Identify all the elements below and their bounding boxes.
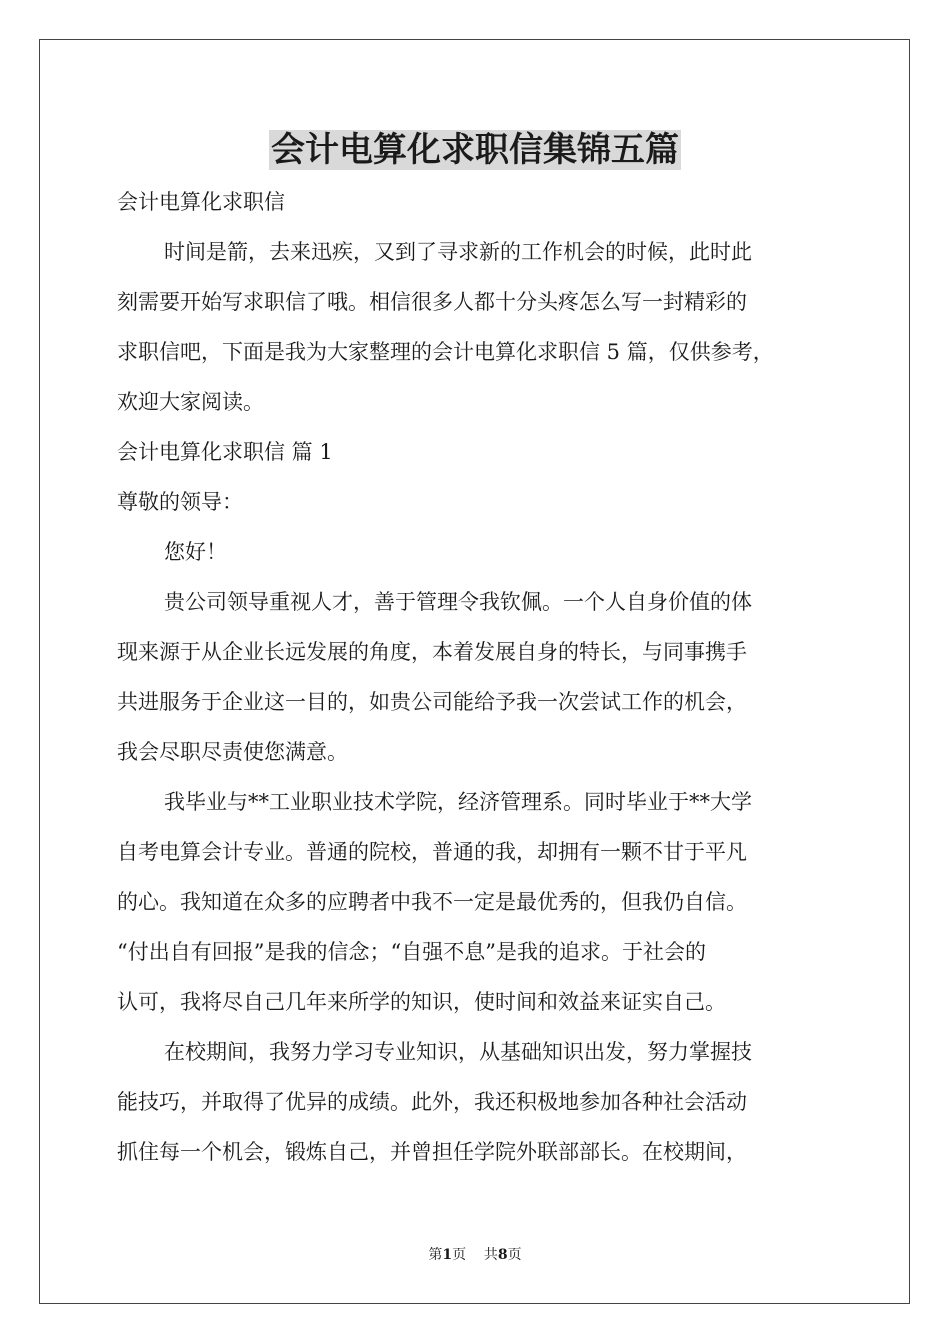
body-line: “付出自有回报”是我的信念；“自强不息”是我的追求。于社会的 — [117, 940, 706, 964]
document-body — [117, 177, 835, 1177]
body-line: 会计电算化求职信 — [117, 190, 285, 214]
body-line: 在校期间，我努力学习专业知识，从基础知识出发，努力掌握技 — [164, 1040, 752, 1064]
total-label-prefix: 共 — [483, 1247, 498, 1263]
salutation: 尊敬的领导： — [117, 490, 243, 514]
body-line: 欢迎大家阅读。 — [117, 390, 264, 414]
body-line: 我毕业与**工业职业技术学院，经济管理系。同时毕业于**大学 — [164, 790, 752, 814]
body-line: 现来源于从企业长远发展的角度，本着发展自身的特长，与同事携手 — [117, 640, 747, 664]
page-number: 1 — [442, 1247, 453, 1263]
page-label-prefix: 第 — [428, 1247, 443, 1263]
body-line: 抓住每一个机会，锻炼自己，并曾担任学院外联部部长。在校期间， — [117, 1140, 747, 1164]
page-total: 8 — [497, 1247, 508, 1263]
page-footer — [0, 1245, 950, 1265]
document-title — [0, 127, 950, 173]
section-heading: 会计电算化求职信 篇 1 — [117, 440, 333, 464]
body-line: 共进服务于企业这一目的，如贵公司能给予我一次尝试工作的机会， — [117, 690, 747, 714]
body-line: 刻需要开始写求职信了哦。相信很多人都十分头疼怎么写一封精彩的 — [117, 290, 747, 314]
body-line: 我会尽职尽责使您满意。 — [117, 740, 348, 764]
document-title-text: 会计电算化求职信集锦五篇 — [271, 130, 679, 170]
total-label-suffix: 页 — [507, 1247, 522, 1263]
body-line: 时间是箭，去来迅疾，又到了寻求新的工作机会的时候，此时此 — [164, 240, 752, 264]
body-line: 的心。我知道在众多的应聘者中我不一定是最优秀的，但我仍自信。 — [117, 890, 747, 914]
body-line: 求职信吧，下面是我为大家整理的会计电算化求职信 5 篇，仅供参考， — [117, 340, 774, 364]
greeting: 您好！ — [164, 540, 227, 564]
body-line: 能技巧，并取得了优异的成绩。此外，我还积极地参加各种社会活动 — [117, 1090, 747, 1114]
page-label-suffix: 页 — [452, 1247, 467, 1263]
body-line: 认可，我将尽自己几年来所学的知识，使时间和效益来证实自己。 — [117, 990, 726, 1014]
body-line: 贵公司领导重视人才，善于管理令我钦佩。一个人自身价值的体 — [164, 590, 752, 614]
body-line: 自考电算会计专业。普通的院校，普通的我，却拥有一颗不甘于平凡 — [117, 840, 747, 864]
